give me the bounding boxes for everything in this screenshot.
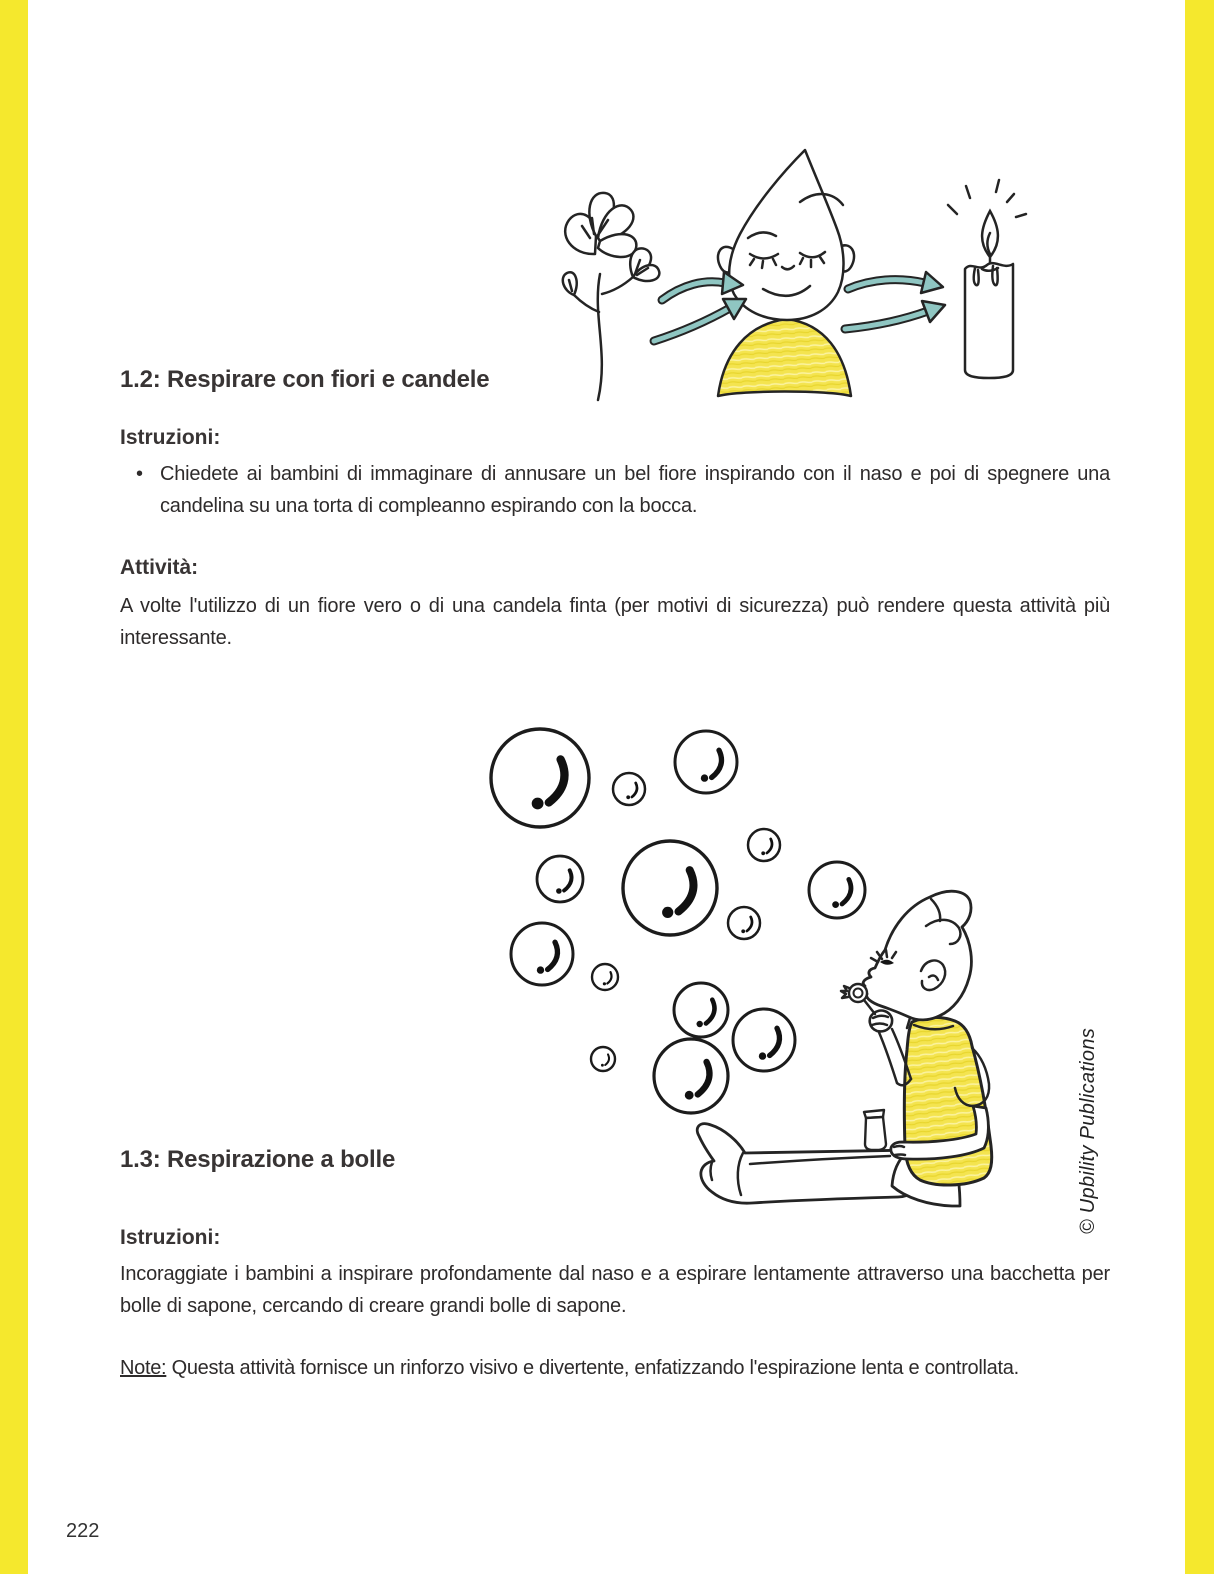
- exhale-arrows-icon: [845, 272, 945, 329]
- section-1-2-heading: 1.2: Respirare con fiori e candele: [120, 366, 490, 393]
- activity-label: Attività:: [120, 556, 199, 579]
- bubble-bottle-icon: [864, 1110, 886, 1150]
- bubble-blowing-illustration: [460, 700, 1020, 1220]
- instructions-label-2: Istruzioni:: [120, 1226, 221, 1249]
- note-label: Note:: [120, 1357, 167, 1379]
- child-head: [861, 891, 971, 1020]
- page-number: 222: [66, 1520, 100, 1542]
- bullet-text: Chiedete ai bambini di immaginare di annusare un bel fiore inspirando con il naso e poi di spegnere una candelina su una torta di compleanno espirando con la bocca.: [160, 463, 1110, 517]
- soap-bubbles-drawing: [491, 729, 865, 1113]
- flower-icon: [563, 193, 660, 400]
- section-1-3-heading: 1.3: Respirazione a bolle: [120, 1146, 396, 1173]
- candle-icon: [948, 180, 1026, 378]
- copyright-text: © Upbility Publications: [1077, 1027, 1099, 1235]
- note-line: [120, 1352, 1019, 1384]
- instructions-text-2: Incoraggiate i bambini a inspirare profondamente dal naso e a espirare lentamente attraverso una bacchetta per bolle di sapone, cercando di creare grandi bolle di sapone.: [120, 1263, 1110, 1317]
- right-accent-bar: [1185, 0, 1214, 1574]
- yellow-shirt: [718, 319, 851, 396]
- activity-text: A volte l'utilizzo di un fiore vero o di una candela finta (per motivi di sicurezza) può rendere questa attività più interessante.: [120, 595, 1110, 649]
- left-accent-bar: [0, 0, 28, 1574]
- instructions-bullets: [120, 458, 1110, 522]
- bullet-item: [120, 458, 1110, 522]
- instructions-label-1: Istruzioni:: [120, 426, 221, 449]
- breathing-flower-candle-illustration: [542, 128, 1042, 406]
- note-text: Questa attività fornisce un rinforzo visivo e divertente, enfatizzando l'espirazione lenta e controllata.: [171, 1357, 1019, 1379]
- breathing-child-drawing: [718, 150, 854, 396]
- child-head: [729, 150, 843, 320]
- inhale-arrows-icon: [654, 272, 746, 341]
